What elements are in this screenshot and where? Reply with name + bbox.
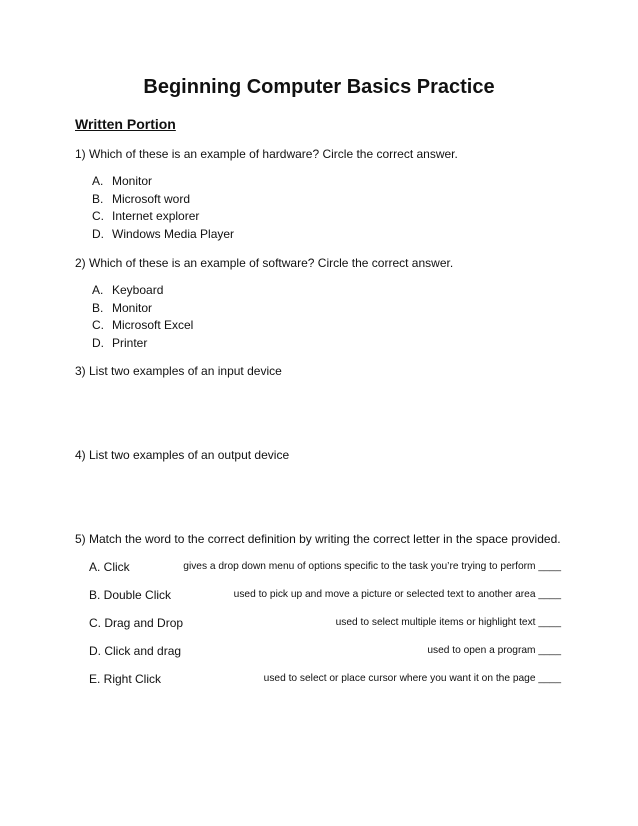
match-term: C. Drag and Drop <box>89 616 184 630</box>
question-1-prompt: 1) Which of these is an example of hardware? Circle the correct answer. <box>75 147 458 161</box>
question-4-prompt: 4) List two examples of an output device <box>75 448 290 462</box>
option-letter: D. <box>92 335 104 350</box>
question-2-options <box>92 282 193 352</box>
match-row <box>89 588 561 604</box>
option-item <box>92 282 193 300</box>
page-title: Beginning Computer Basics Practice <box>143 76 495 98</box>
option-text: Windows Media Player <box>112 226 235 241</box>
option-text: Microsoft Excel <box>112 318 194 333</box>
match-row <box>89 672 561 688</box>
question-2-prompt: 2) Which of these is an example of software? Circle the correct answer. <box>75 256 454 270</box>
option-item <box>92 191 234 209</box>
option-letter: B. <box>92 300 104 315</box>
option-letter: B. <box>92 191 104 206</box>
option-letter: C. <box>92 209 104 224</box>
question-5-prompt: 5) Match the word to the correct definition by writing the correct letter in the space provided. <box>75 532 561 546</box>
match-definition: gives a drop down menu of options specific to the task you’re trying to perform ____ <box>183 561 561 572</box>
match-definition: used to pick up and move a picture or selected text to another area ____ <box>233 589 561 600</box>
option-text: Microsoft word <box>112 191 191 206</box>
match-row <box>89 616 561 632</box>
match-term: D. Click and drag <box>89 644 182 658</box>
match-definition: used to select or place cursor where you want it on the page ____ <box>263 673 561 684</box>
question-1-options <box>92 173 234 243</box>
option-item <box>92 226 234 244</box>
match-definition: used to open a program ____ <box>427 645 561 656</box>
match-term: B. Double Click <box>89 588 172 602</box>
match-term: A. Click <box>89 560 130 574</box>
option-text: Monitor <box>112 174 153 188</box>
option-item <box>92 317 193 335</box>
option-item <box>92 300 193 318</box>
option-letter: C. <box>92 318 104 333</box>
match-row <box>89 560 561 576</box>
option-item <box>92 208 234 226</box>
option-text: Internet explorer <box>112 209 200 224</box>
option-letter: D. <box>92 226 104 241</box>
question-3-prompt: 3) List two examples of an input device <box>75 364 282 378</box>
option-item <box>92 335 193 353</box>
option-text: Keyboard <box>112 283 164 297</box>
option-item <box>92 173 234 191</box>
section-heading: Written Portion <box>75 116 176 132</box>
option-letter: A. <box>92 283 104 297</box>
match-row <box>89 644 561 660</box>
match-definition: used to select multiple items or highlight text ____ <box>335 617 561 628</box>
match-term: E. Right Click <box>89 672 162 686</box>
option-text: Monitor <box>112 300 153 315</box>
option-text: Printer <box>112 335 148 350</box>
option-letter: A. <box>92 174 104 188</box>
